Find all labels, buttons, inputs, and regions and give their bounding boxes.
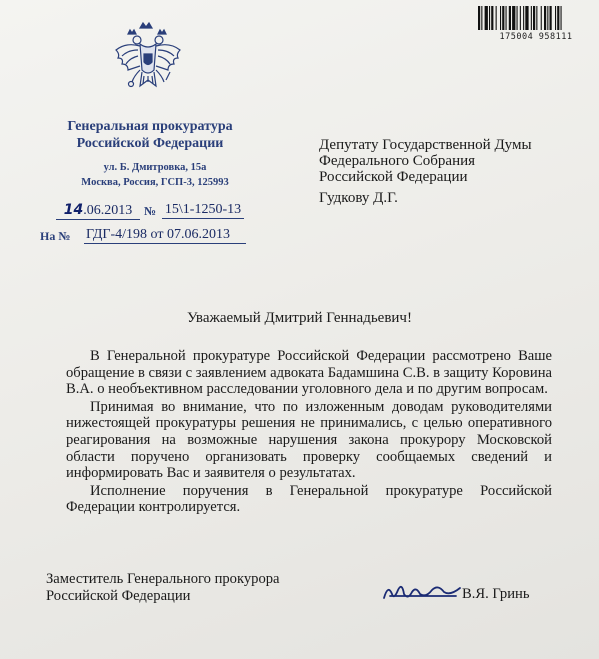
addressee-name: Гудкову Д.Г.: [319, 190, 398, 206]
address-line2: Москва, Россия, ГСП-3, 125993: [81, 177, 229, 188]
outgoing-date-field: [56, 202, 140, 220]
barcode-bar: [509, 6, 511, 30]
reference-label: На №: [40, 229, 71, 243]
barcode-bars: [478, 6, 594, 30]
barcode-bar: [502, 6, 504, 30]
barcode-bar: [525, 6, 528, 30]
organization-title-line1: Генеральная прокуратура: [67, 119, 233, 134]
barcode-bar: [500, 6, 501, 30]
outgoing-number-field: 15\1-1250-13: [162, 202, 244, 219]
reference-value: ГДГ-4/198 от 07.06.2013: [84, 227, 246, 244]
addressee-line2: Федерального Собрания: [319, 153, 476, 169]
body-paragraph-2: Принимая во внимание, что по изложенным доводам руководителями нижестоящей прокуратуры решения не принимались, с целью оперативного реагирования на возможные нарушения закона прокурору Московской области поручено организовать проверку сообщаемых сведений и информировать Вас и заявителя о результатах.: [66, 398, 552, 482]
signatory-name: В.Я. Гринь: [462, 586, 530, 602]
outgoing-date-handwritten-day: 14: [63, 202, 84, 218]
barcode-bar: [481, 6, 482, 30]
barcode-bar: [533, 6, 535, 30]
signatory-title: [46, 571, 280, 604]
addressee-line3: Российской Федерации: [319, 169, 468, 185]
barcode-bar: [531, 6, 532, 30]
signatory-title-line2: Российской Федерации: [46, 587, 191, 604]
barcode-bar: [512, 6, 515, 30]
barcode-bar: [547, 6, 548, 30]
barcode-bar: [517, 6, 518, 30]
address-line1: ул. Б. Дмитровка, 15а: [103, 162, 207, 173]
body-paragraph-1: В Генеральной прокуратуре Российской Федерации рассмотрено Ваше обращение в связи с заявлением адвоката Бадамшина С.В. в защиту Коровина В.А. о необъективном расследовании уголовного дела и по другим вопросам.: [66, 348, 553, 398]
outgoing-number-label: №: [144, 204, 157, 218]
barcode-bar: [496, 6, 497, 30]
barcode-bar: [523, 6, 524, 30]
barcode-bar: [478, 6, 480, 30]
addressee-line1: Депутату Государственной Думы: [319, 137, 532, 153]
barcode-bar: [485, 6, 488, 30]
barcode-bar: [555, 6, 556, 30]
barcode-bar: [561, 6, 562, 30]
organization-address: [60, 160, 250, 190]
barcode-number: 175004 958111: [499, 32, 573, 42]
coat-of-arms-emblem: [110, 20, 186, 110]
barcode-bar: [520, 6, 521, 30]
barcode-bar: [491, 6, 493, 30]
salutation: Уважаемый Дмитрий Геннадьевич!: [187, 310, 412, 326]
barcode-bar: [544, 6, 546, 30]
barcode-bar: [506, 6, 507, 30]
outgoing-date-rest: .06.2013: [83, 203, 133, 218]
barcode-bar: [541, 6, 542, 30]
barcode-bar: [489, 6, 490, 30]
handwritten-signature: [380, 576, 470, 606]
organization-title: [40, 118, 260, 152]
addressee-block: [319, 137, 579, 185]
organization-title-line2: Российской Федерации: [76, 136, 224, 151]
body-paragraph-3: Исполнение поручения в Генеральной прокуратуре Российской Федерации контролируется.: [66, 482, 552, 516]
barcode-bar: [550, 6, 552, 30]
barcode-bar: [536, 6, 537, 30]
barcode: [478, 6, 594, 40]
letter-body: [66, 348, 552, 517]
signatory-title-line1: Заместитель Генерального прокурора: [46, 571, 280, 587]
barcode-bar: [557, 6, 559, 30]
